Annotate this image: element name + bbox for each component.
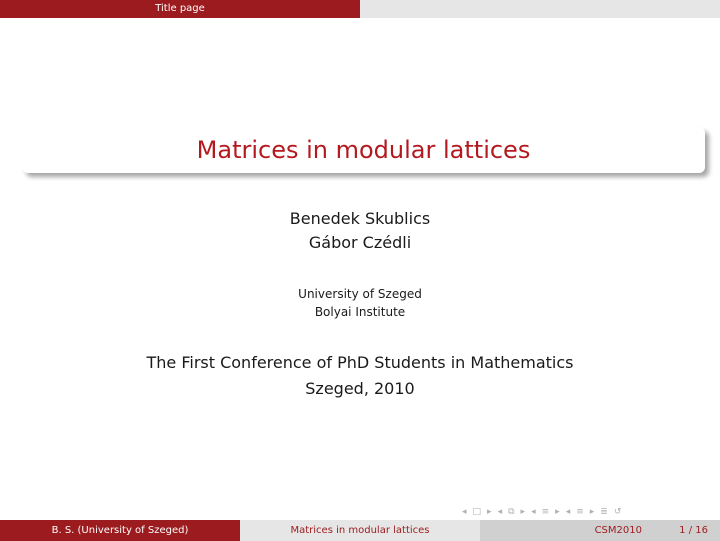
footer-bar xyxy=(0,520,720,541)
nav-search-icon[interactable]: ↺ xyxy=(613,507,622,517)
nav-doc-icon[interactable]: ≡ xyxy=(576,507,584,517)
footer-right xyxy=(480,520,720,541)
institute-1: University of Szeged xyxy=(298,287,422,301)
footer-title: Matrices in modular lattices xyxy=(240,520,480,541)
author-2: Gábor Czédli xyxy=(308,233,412,252)
nav-subsection-back-icon[interactable]: ◂ xyxy=(497,507,503,517)
nav-section-icon[interactable]: ≡ xyxy=(541,507,550,517)
beamer-navigation xyxy=(462,506,702,518)
conference-name: The First Conference of PhD Students in Mathematics xyxy=(146,353,574,372)
author-1: Benedek Skublics xyxy=(289,209,431,228)
presentation-title: Matrices in modular lattices xyxy=(196,136,531,164)
nav-doc-forward-icon[interactable]: ▸ xyxy=(589,507,595,517)
conference-place: Szeged, 2010 xyxy=(305,379,415,398)
nav-frame-back-icon[interactable]: ◂ xyxy=(462,507,467,517)
header-bar xyxy=(0,0,720,18)
section-tab[interactable]: Title page xyxy=(0,0,360,18)
footer-event: CSM2010 xyxy=(594,525,642,536)
nav-section-back-icon[interactable]: ◂ xyxy=(531,507,536,517)
institute-2: Bolyai Institute xyxy=(314,305,406,319)
nav-section-forward-icon[interactable]: ▸ xyxy=(555,507,560,517)
nav-frame-icon[interactable]: □ xyxy=(472,507,482,517)
title-block xyxy=(22,127,705,173)
footer-page-number: 1 / 16 xyxy=(679,525,708,536)
nav-subsection-forward-icon[interactable]: ▸ xyxy=(520,507,526,517)
nav-frame-forward-icon[interactable]: ▸ xyxy=(487,507,492,517)
footer-author: B. S. (University of Szeged) xyxy=(0,520,240,541)
nav-doc-back-icon[interactable]: ◂ xyxy=(565,507,571,517)
nav-subsection-icon[interactable]: ⧉ xyxy=(508,507,515,517)
nav-align-icon[interactable]: ≣ xyxy=(600,507,608,517)
